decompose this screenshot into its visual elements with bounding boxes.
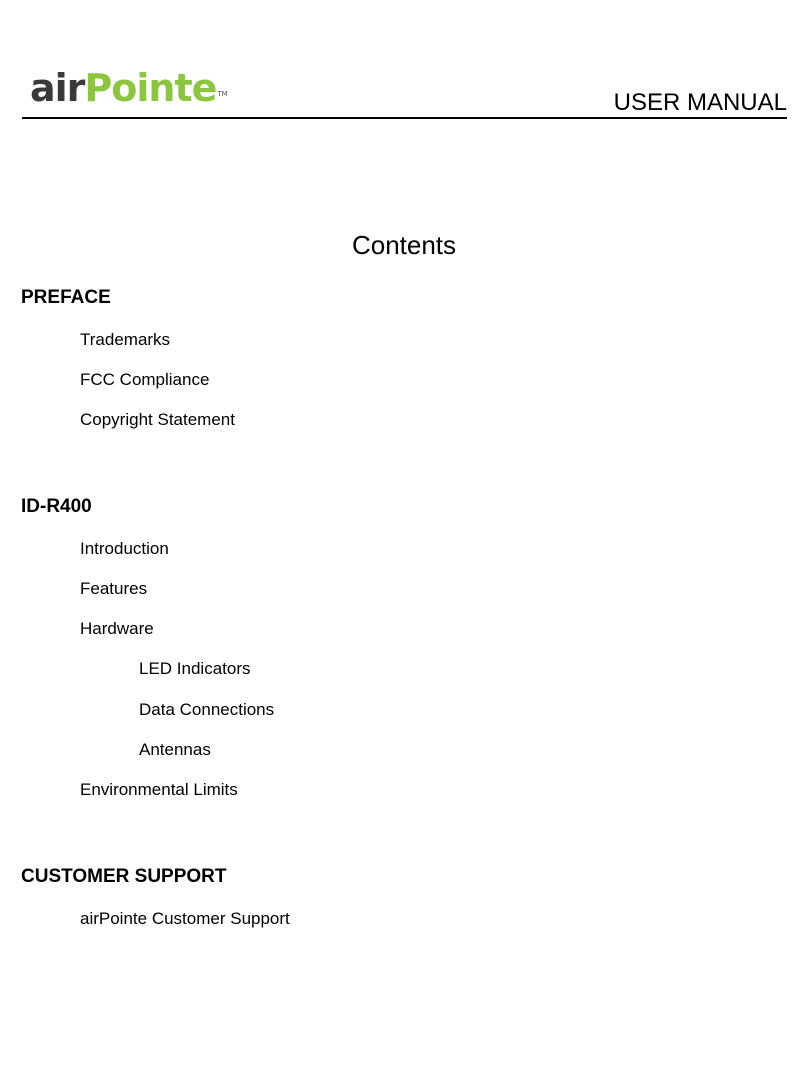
toc-item-fcc-compliance[interactable]: FCC Compliance [80,370,210,389]
toc-section-preface: PREFACE [21,287,111,308]
contents-heading: Contents [351,230,457,260]
toc-item-copyright-statement[interactable]: Copyright Statement [80,410,235,429]
toc-item-introduction[interactable]: Introduction [80,539,169,558]
toc-item-features[interactable]: Features [80,579,148,598]
toc-item-antennas[interactable]: Antennas [139,740,211,759]
logo-text-air: air [30,66,85,110]
toc-item-airpointe-customer-support[interactable]: airPointe Customer Support [80,909,290,928]
toc-item-environmental-limits[interactable]: Environmental Limits [80,780,238,799]
logo-text-pointe: Pointe [84,66,217,110]
toc-section-customer-support: CUSTOMER SUPPORT [21,866,227,887]
toc-section-id-r400: ID-R400 [21,496,92,517]
document-title: USER MANUAL [613,89,787,116]
toc-item-led-indicators[interactable]: LED Indicators [139,659,251,678]
toc-item-data-connections[interactable]: Data Connections [139,700,275,719]
logo-trademark: TM [217,90,228,98]
toc-item-trademarks[interactable]: Trademarks [80,330,171,349]
toc-item-hardware[interactable]: Hardware [80,619,154,638]
